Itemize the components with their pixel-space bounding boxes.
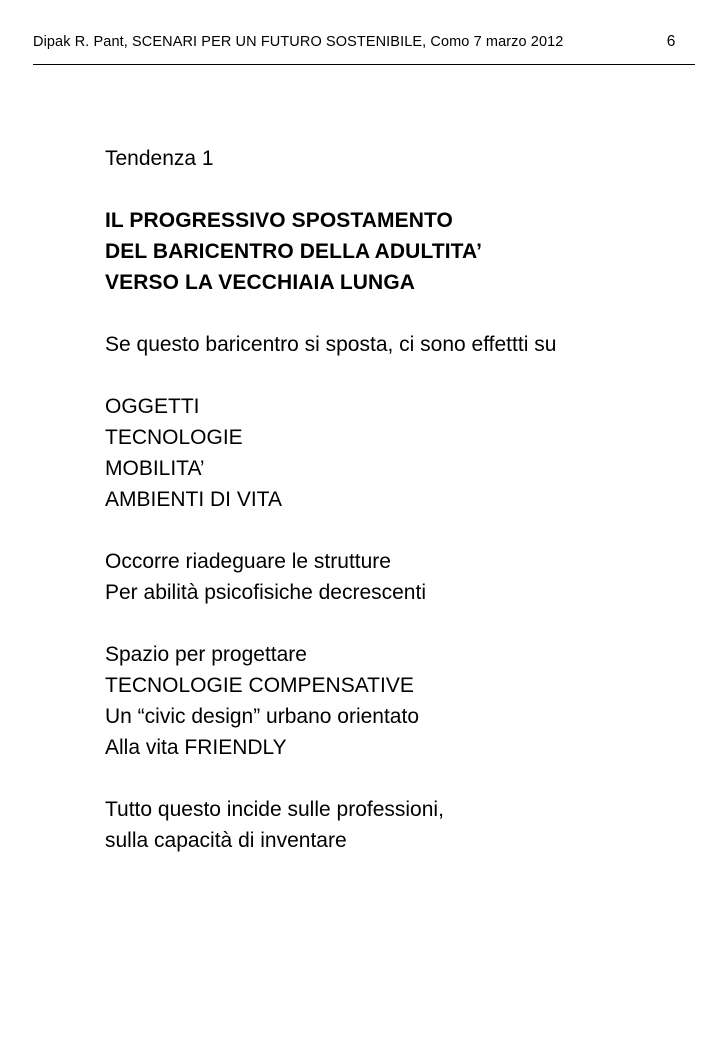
text-line: MOBILITA’ (105, 457, 205, 480)
text-block-conclusion (105, 794, 705, 856)
text-line: sulla capacità di inventare (105, 829, 347, 852)
text-block-structures (105, 546, 705, 608)
header-title: Dipak R. Pant, SCENARI PER UN FUTURO SOSTENIBILE, Como 7 marzo 2012 (33, 34, 564, 50)
text-line: Occorre riadeguare le strutture (105, 550, 391, 573)
text-line: Un “civic design” urbano orientato (105, 705, 419, 728)
slide-body (105, 143, 705, 856)
page-header (0, 0, 720, 70)
text-line: TECNOLOGIE COMPENSATIVE (105, 674, 414, 697)
text-line: AMBIENTI DI VITA (105, 488, 282, 511)
page-number: 6 (666, 33, 676, 50)
text-line: Se questo baricentro si sposta, ci sono effettti su (105, 333, 557, 356)
text-line: IL PROGRESSIVO SPOSTAMENTO (105, 209, 453, 232)
text-block-tendenza-label (105, 143, 705, 174)
text-line: Tendenza 1 (105, 147, 214, 170)
text-line: VERSO LA VECCHIAIA LUNGA (105, 271, 416, 294)
text-block-main-heading (105, 205, 705, 298)
header-divider (33, 64, 695, 65)
text-line: TECNOLOGIE (105, 426, 243, 449)
text-block-premise (105, 329, 705, 360)
text-line: DEL BARICENTRO DELLA ADULTITA’ (105, 240, 483, 263)
text-line: Alla vita FRIENDLY (105, 736, 287, 759)
text-line: OGGETTI (105, 395, 200, 418)
text-line: Per abilità psicofisiche decrescenti (105, 581, 426, 604)
text-line: Spazio per progettare (105, 643, 307, 666)
text-block-effect-domains (105, 391, 705, 515)
text-block-design-space (105, 639, 705, 763)
text-line: Tutto questo incide sulle professioni, (105, 798, 444, 821)
